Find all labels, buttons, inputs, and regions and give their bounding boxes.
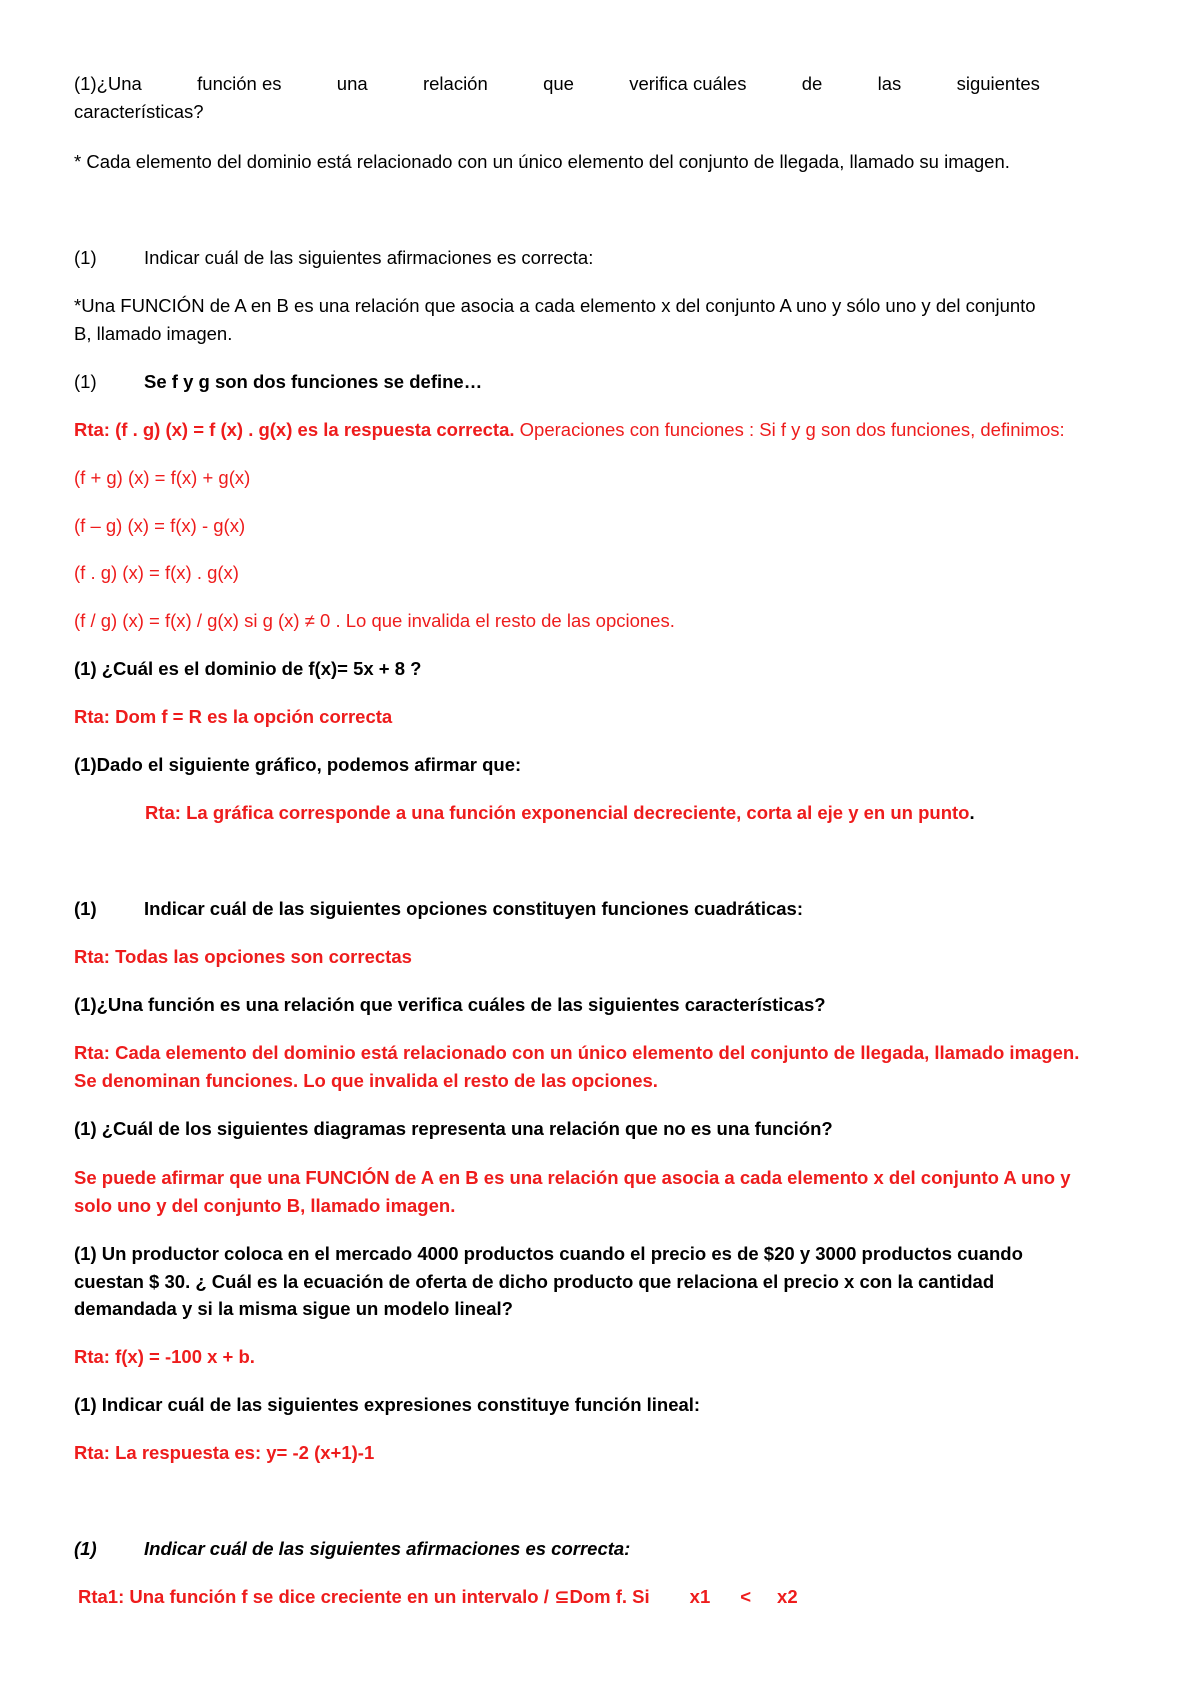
question-number: (1) xyxy=(74,371,97,392)
question-number: (1) xyxy=(74,1538,97,1559)
answer-7-line-2: Se denominan funciones. Lo que invalida el resto de las opciones. xyxy=(74,1070,658,1091)
word: una xyxy=(336,73,368,94)
answer-7-line-1: Rta: Cada elemento del dominio está relacionado con un único elemento del conjunto de llegada, llamado imagen. xyxy=(74,1042,1080,1063)
answer-text: Rta: La gráfica corresponde a una función exponencial decreciente, corta al eje y en un punto xyxy=(145,802,970,823)
question-number: (1) xyxy=(74,898,97,919)
answer-6: Rta: Todas las opciones son correctas xyxy=(74,946,412,967)
word: verifica cuáles xyxy=(629,73,747,94)
operation-difference: (f – g) (x) = f(x) - g(x) xyxy=(74,515,246,536)
word: siguientes xyxy=(956,73,1040,94)
answer-period: . xyxy=(969,802,975,823)
question-4: (1) ¿Cuál es el dominio de f(x)= 5x + 8 ? xyxy=(74,658,422,679)
operation-product: (f . g) (x) = f(x) . g(x) xyxy=(74,562,239,583)
word: de xyxy=(801,73,823,94)
question-text: Indicar cuál de las siguientes opciones constituyen funciones cuadráticas: xyxy=(144,898,803,919)
variable-x1: x1 xyxy=(689,1586,711,1607)
answer-bold: Rta: (f . g) (x) = f (x) . g(x) es la respuesta correcta. xyxy=(74,419,515,440)
answer-5 xyxy=(145,801,975,825)
answer-10: Rta: La respuesta es: y= -2 (x+1)-1 xyxy=(74,1442,375,1463)
paragraph-cada-elemento: * Cada elemento del dominio está relacionado con un único elemento del conjunto de llegada, llamado su imagen. xyxy=(74,151,1010,172)
less-than-sign: < xyxy=(740,1586,752,1607)
answer-normal: Operaciones con funciones : Si f y g son dos funciones, definimos: xyxy=(514,419,1065,440)
variable-x2: x2 xyxy=(777,1586,798,1607)
question-10: (1) Indicar cuál de las siguientes expresiones constituye función lineal: xyxy=(74,1394,701,1415)
answer-8-line-1: Se puede afirmar que una FUNCIÓN de A en B es una relación que asocia a cada elemento x del conjunto A uno y xyxy=(74,1167,1071,1188)
word: función es xyxy=(197,73,282,94)
answer-4: Rta: Dom f = R es la opción correcta xyxy=(74,706,393,727)
question-8: (1) ¿Cuál de los siguientes diagramas representa una relación que no es una función? xyxy=(74,1118,833,1139)
question-2 xyxy=(74,246,593,270)
question-3 xyxy=(74,370,482,394)
answer-8-line-2: solo uno y del conjunto B, llamado imagen. xyxy=(74,1195,456,1216)
word: relación xyxy=(422,73,488,94)
word: que xyxy=(543,73,574,94)
question-5: (1)Dado el siguiente gráfico, podemos afirmar que: xyxy=(74,754,522,775)
question-text: Se f y g son dos funciones se define… xyxy=(144,371,483,392)
question-1-line-2: características? xyxy=(74,101,204,122)
question-9-line-2: cuestan $ 30. ¿ Cuál es la ecuación de oferta de dicho producto que relaciona el precio x con la cantidad xyxy=(74,1271,995,1292)
operation-quotient: (f / g) (x) = f(x) / g(x) si g (x) ≠ 0 . Lo que invalida el resto de las opciones. xyxy=(74,610,675,631)
question-1-line xyxy=(74,72,1040,96)
question-text: Indicar cuál de las siguientes afirmaciones es correcta: xyxy=(144,1538,631,1559)
word: las xyxy=(877,73,902,94)
question-9-line-1: (1) Un productor coloca en el mercado 4000 productos cuando el precio es de $20 y 3000 productos cuando xyxy=(74,1243,1023,1264)
question-number: (1) xyxy=(74,247,97,268)
paragraph-funcion-line-1: *Una FUNCIÓN de A en B es una relación que asocia a cada elemento x del conjunto A uno y sólo uno y del conjunto xyxy=(74,295,1036,316)
question-7: (1)¿Una función es una relación que verifica cuáles de las siguientes características? xyxy=(74,994,826,1015)
answer-9: Rta: f(x) = -100 x + b. xyxy=(74,1346,255,1367)
question-6 xyxy=(74,897,803,921)
question-11 xyxy=(74,1537,630,1561)
answer-11 xyxy=(78,1585,798,1609)
answer-3 xyxy=(74,418,1065,442)
answer-text: Rta1: Una función f se dice creciente en un intervalo / ⊆Dom f. Si xyxy=(78,1586,650,1607)
question-text: Indicar cuál de las siguientes afirmaciones es correcta: xyxy=(144,247,594,268)
operation-sum: (f + g) (x) = f(x) + g(x) xyxy=(74,467,251,488)
word: (1)¿Una xyxy=(74,73,142,94)
question-9-line-3: demandada y si la misma sigue un modelo lineal? xyxy=(74,1298,513,1319)
paragraph-funcion-line-2: B, llamado imagen. xyxy=(74,323,233,344)
